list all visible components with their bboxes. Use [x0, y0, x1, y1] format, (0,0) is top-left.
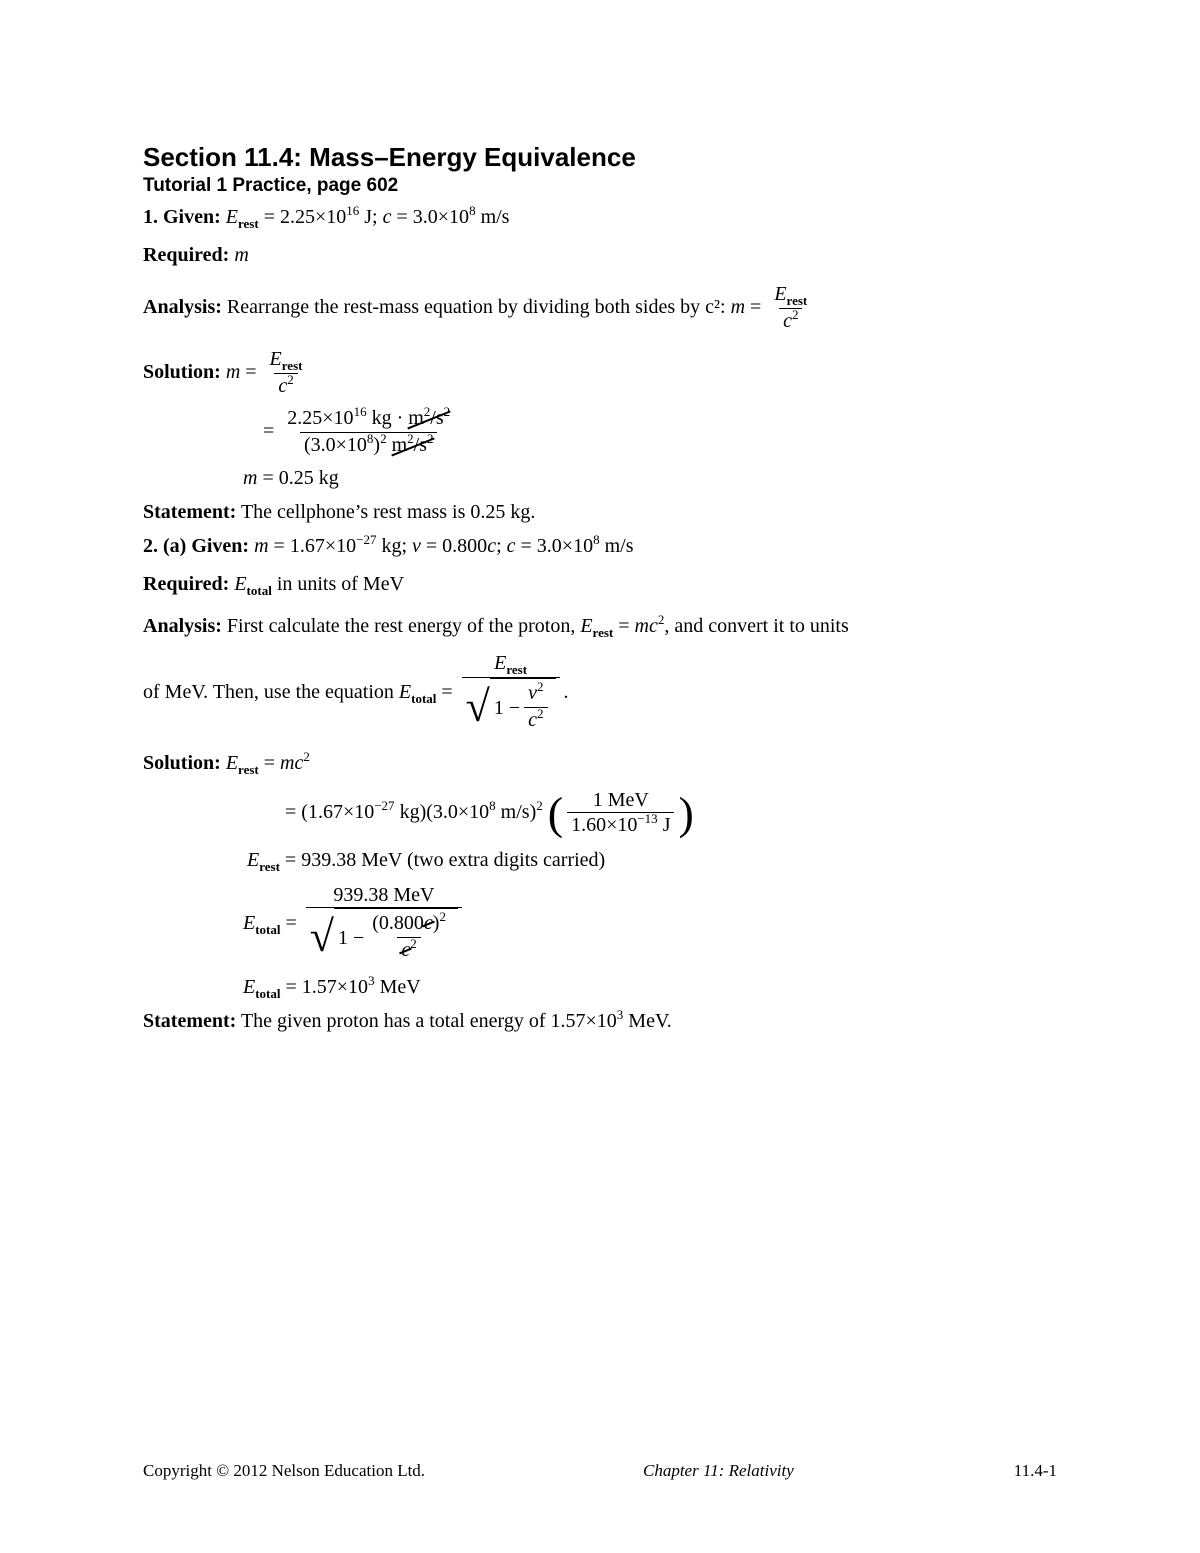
q1-required: Required: m: [143, 244, 249, 266]
q2-analysis-eq: of MeV. Then, use the equation $E_{total}$ = $E_{rest}$ √ 1 − $\frac{v^2}{c^2}$ .: [143, 651, 1083, 736]
q1-solution-step: = $\frac{2.25\times 10^{16} kg \cdot m^2/s^2}{(3.0\times 10^8)^2 m^2/s^2}$: [143, 406, 1083, 459]
document-page: [143, 140, 1083, 1036]
q2-required: Required: $E_{total}$ in units of MeV: [143, 573, 405, 598]
tutorial-subtitle: Tutorial 1 Practice, page 602: [143, 175, 399, 196]
footer-copyright: Copyright © 2012 Nelson Education Ltd.: [143, 1461, 426, 1480]
q1-result: m = 0.25 kg: [243, 467, 339, 489]
q2-given: 2. (a) Given: $m = 1.67\times 10^{-27}$ kg; v = 0.800c; $c = 3.0\times 10^8$ m/s: [143, 532, 634, 557]
q2-total-calc: $E_{total}$ = 939.38 MeV √ 1 − $\frac{(0.800c)^2}{c^2}$: [143, 883, 1083, 966]
q2-total-result: $E_{total} = 1.57\times 10^3$ MeV: [243, 973, 421, 1001]
q1-statement: Statement: The cellphone’s rest mass is 0.25 kg.: [143, 501, 536, 523]
footer-chapter: Chapter 11: Relativity: [643, 1461, 794, 1480]
q1-solution: Solution: m = $\frac{E_{rest}}{c^2}$: [143, 347, 1083, 400]
q2-analysis: Analysis: First calculate the rest energy of the proton, $E_{rest} = mc^2$, and convert it to units: [143, 612, 849, 640]
q2-statement: Statement: The given proton has a total energy of $1.57\times 10^3$ MeV.: [143, 1007, 672, 1032]
footer-page-number: 11.4-1: [1013, 1461, 1057, 1480]
section-title: Section 11.4: Mass–Energy Equivalence: [143, 142, 636, 172]
q2-rest-result: $E_{rest} = 939.38$ MeV (two extra digits carried): [247, 849, 606, 874]
q2-solution: Solution: $E_{rest} = mc^2$: [143, 749, 310, 777]
q2-solution-step: = ($1.67\times 10^{-27}$ $kg)(3.0\times 10^8$ m/s)$^2$ ( $\frac{\text{1 MeV}}{1.60\times 10^{-13} J}$ ): [285, 787, 694, 839]
q1-analysis: Analysis: Rearrange the rest-mass equation by dividing both sides by c²: m = $\frac{E_{rest}}{c^2}$: [143, 282, 1083, 335]
q1-given: 1. Given: $E_{rest} = 2.25\times 10^{16}$ J; $c = 3.0\times 10^8$ m/s: [143, 203, 510, 231]
